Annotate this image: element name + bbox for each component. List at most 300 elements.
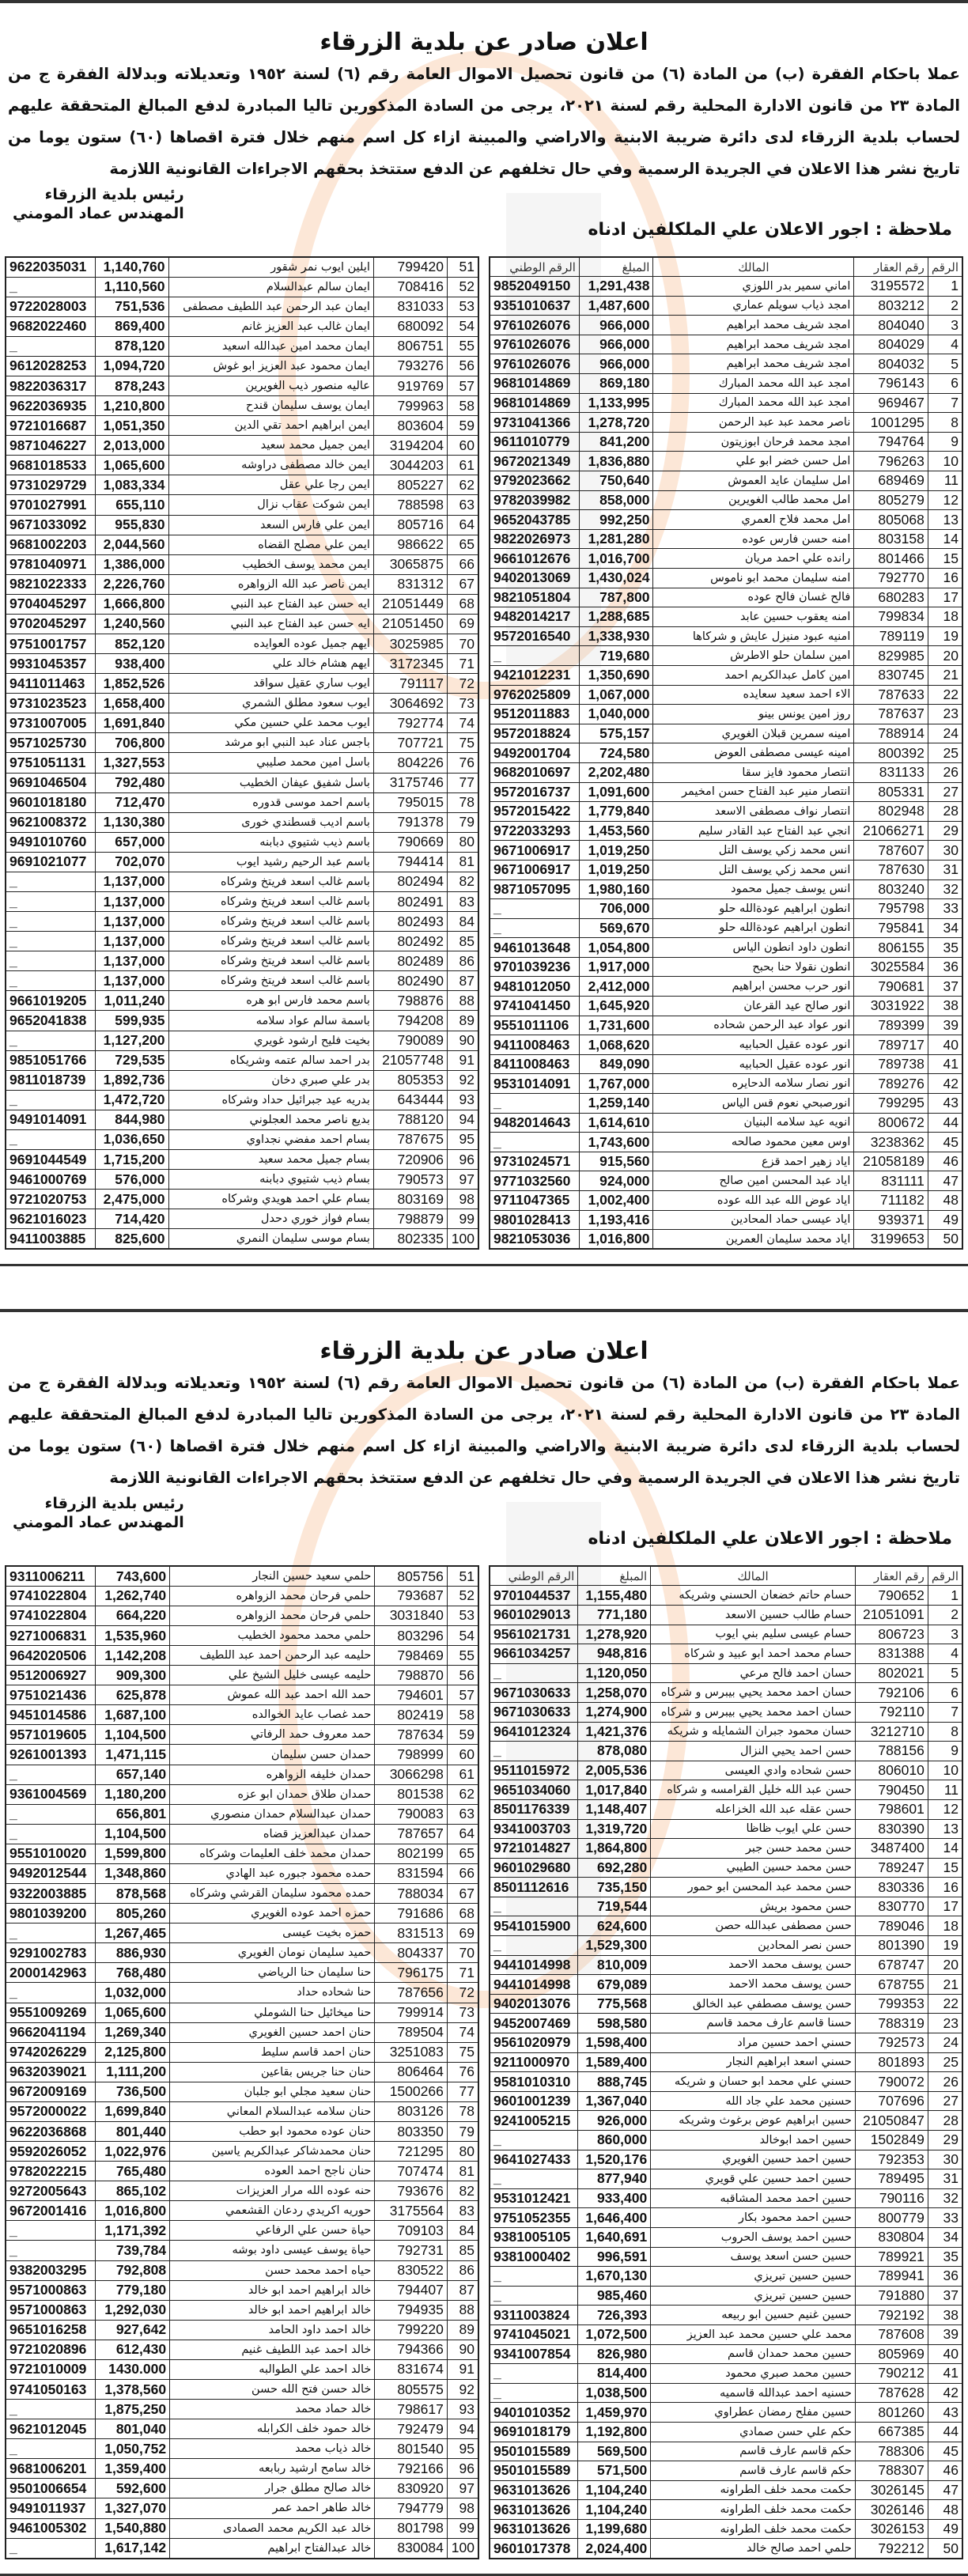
national-id-cell: 9451014586	[6, 1705, 96, 1725]
property-number-cell: 3031840	[375, 1606, 447, 1625]
property-number-cell: 787607	[854, 841, 928, 861]
property-number-cell: 794779	[375, 2498, 447, 2518]
row-number-cell: 64	[447, 1824, 478, 1844]
row-number-cell: 40	[928, 2344, 962, 2364]
national-id-cell: 9322003885	[6, 1884, 96, 1904]
amount-cell: 1,350,690	[579, 665, 652, 685]
table-row	[490, 2500, 962, 2520]
table-row	[6, 2320, 478, 2340]
table-row	[6, 495, 478, 515]
row-number-cell: 42	[928, 1074, 962, 1094]
owner-name-cell: ايمن ابراهيم احمد تقي الدين	[168, 416, 373, 436]
row-number-cell: 70	[447, 634, 478, 653]
property-number-cell: 791880	[855, 2286, 928, 2306]
owner-name-cell: امنه حسن فارس عوده	[653, 529, 854, 549]
property-number-cell: 3251083	[375, 2042, 447, 2062]
amount-cell: 598,580	[578, 2014, 651, 2033]
property-number-cell: 707696	[855, 2091, 928, 2111]
property-number-cell: 790083	[375, 1804, 447, 1824]
signature	[13, 185, 184, 223]
property-number-cell: 792770	[854, 569, 928, 588]
table-row	[6, 574, 478, 594]
national-id-cell: 9241005215	[490, 2111, 578, 2131]
national-id-cell: 9671030633	[490, 1683, 578, 1703]
national-id-cell: 9601018180	[6, 792, 95, 812]
property-number-cell: 787608	[855, 2324, 928, 2344]
row-number-cell: 76	[447, 2062, 478, 2082]
national-id-cell: 9571000863	[6, 2300, 96, 2320]
property-number-cell: 830336	[855, 1878, 928, 1897]
national-id-cell: _	[6, 1983, 96, 2003]
row-number-cell: 10	[928, 1761, 962, 1780]
property-number-cell: 831674	[375, 2359, 447, 2379]
owner-name-cell: ايهم جميل عوده العوايده	[168, 634, 373, 653]
table-row	[490, 802, 962, 822]
amount-cell: 706,000	[579, 899, 652, 919]
amount-cell: 1,453,560	[579, 821, 652, 841]
national-id-cell: 9642020506	[6, 1646, 96, 1666]
property-number-cell: 680092	[373, 316, 447, 336]
owner-name-cell: خالد حماد محمد	[170, 2400, 375, 2419]
row-number-cell: 62	[447, 1784, 478, 1804]
announcement-body: عملا باحكام الفقرة (ب) من المادة (٦) من قانون تحصيل الاموال العامة رقم (٦) لسنة ١٩٥٢ وتعديلاته وبدلالة الفقرة ج من المادة ٢٣ من قانون الادارة المحلية رقم لسنة ٢٠٢١، يرجى من السادة المذكورين تاليا المبادرة لدفع المبالغ المتحققة عليهم لحساب بلدية الزرقاء لدى دائرة ضريبة الابنية والاراضي والمبينة ازاء كل اسم منهم خلال فترة اقصاها (٦٠) ستون يوما من تاريخ نشر هذا الاعلان في الجريدة الرسمية وفي حال تخلفهم عن الدفع ستتخذ بحقهم الاجراءات القانونية اللازمة	[8, 65, 960, 178]
amount-cell: 1,038,500	[578, 2383, 651, 2403]
amount-cell: 1,094,720	[95, 356, 168, 376]
amount-cell: 1,640,691	[578, 2227, 651, 2247]
national-id-cell: _	[490, 1663, 578, 1683]
amount-cell: 1,067,000	[579, 685, 652, 705]
property-number-cell: 796175	[375, 1963, 447, 1983]
amount-cell: 1,430,024	[579, 569, 652, 588]
property-number-cell: 801390	[855, 1936, 928, 1956]
amount-cell: 865,102	[96, 2181, 170, 2201]
property-number-cell: 3064692	[373, 694, 447, 713]
owner-name-cell: ايلين ايوب نمر شقور	[168, 257, 373, 277]
national-id-cell: 9821051804	[490, 588, 579, 607]
amount-cell: 1,065,600	[95, 456, 168, 475]
amount-cell: 1,130,380	[95, 812, 168, 832]
property-number-cell: 831513	[375, 1923, 447, 1943]
property-number-cell: 795015	[373, 792, 447, 812]
row-number-cell: 18	[928, 1916, 962, 1936]
national-id-cell: 9801039200	[6, 1904, 96, 1923]
table-row	[6, 1685, 478, 1705]
owner-name-cell: باسم احمد موسى قدوره	[168, 792, 373, 812]
announcement-block	[0, 0, 968, 1266]
col-header-amount: المبلغ	[579, 257, 652, 277]
amount-cell: 1,421,376	[578, 1722, 651, 1742]
property-number-cell: 792166	[375, 2459, 447, 2479]
table-row	[490, 1230, 962, 1250]
national-id-cell: _	[6, 951, 95, 971]
amount-cell: 771,180	[578, 1605, 651, 1625]
national-id-cell: 9672009169	[6, 2082, 96, 2101]
amount-cell: 1,054,800	[579, 938, 652, 958]
owner-name-cell: باسم غالب اسعد فريتخ وشركاه	[168, 971, 373, 991]
property-number-cell: 804040	[854, 316, 928, 335]
row-number-cell: 31	[928, 2169, 962, 2189]
property-number-cell: 790669	[373, 832, 447, 852]
property-number-cell: 792353	[855, 2150, 928, 2169]
property-number-cell: 787637	[854, 705, 928, 724]
national-id-cell: 9401010352	[490, 2403, 578, 2423]
owner-name-cell: حكمت محمد خلف الطراونه	[651, 2480, 856, 2500]
row-number-cell: 23	[928, 2014, 962, 2033]
national-id-cell: 9751051131	[6, 753, 95, 773]
owners-table-right	[489, 1565, 963, 2559]
amount-cell: 869,400	[95, 316, 168, 336]
owner-name-cell: امجد ذياب سويلم عماري	[653, 296, 854, 316]
property-number-cell: 3044203	[373, 456, 447, 475]
national-id-cell: _	[6, 1031, 95, 1050]
row-number-cell: 78	[447, 792, 478, 812]
property-number-cell: 21057748	[373, 1050, 447, 1070]
table-row	[6, 2379, 478, 2399]
national-id-cell: 9361004569	[6, 1784, 96, 1804]
row-number-cell: 43	[928, 1094, 962, 1114]
table-row	[490, 1133, 962, 1152]
table-row	[6, 2419, 478, 2439]
announcement-block	[0, 1309, 968, 2575]
row-number-cell: 80	[447, 2142, 478, 2162]
property-number-cell: 801798	[375, 2518, 447, 2538]
amount-cell: 955,830	[95, 515, 168, 535]
property-number-cell: 804337	[375, 1943, 447, 1963]
owner-name-cell: حسان احمد فالح مرعي	[651, 1663, 856, 1683]
property-number-cell: 806155	[854, 938, 928, 958]
owner-name-cell: حسين محمد حمدان قاسم	[651, 2344, 856, 2364]
table-row	[6, 733, 478, 753]
national-id-cell: 9742026229	[6, 2042, 96, 2062]
amount-cell: 933,400	[578, 2188, 651, 2208]
amount-cell: 736,500	[96, 2082, 170, 2101]
table-row	[490, 2072, 962, 2092]
amount-cell: 1,258,070	[578, 1683, 651, 1703]
table-row	[490, 296, 962, 316]
row-number-cell: 57	[447, 376, 478, 395]
owner-name-cell: بسام علي احمد هويدي وشركاه	[168, 1190, 373, 1209]
row-number-cell: 94	[447, 1110, 478, 1129]
owner-name-cell: حمدان خليفه الزواهره	[170, 1765, 375, 1784]
property-number-cell: 804029	[854, 335, 928, 354]
amount-cell: 1,670,130	[578, 2267, 651, 2287]
table-row	[490, 1016, 962, 1035]
property-number-cell: 678755	[855, 1975, 928, 1995]
national-id-cell: 9741050163	[6, 2379, 96, 2399]
property-number-cell: 803126	[375, 2101, 447, 2121]
amount-cell: 599,935	[95, 1011, 168, 1031]
table-row	[6, 2121, 478, 2141]
property-number-cell: 789941	[855, 2267, 928, 2287]
owner-name-cell: ايمان سالم عبدالسلام	[168, 277, 373, 297]
owner-name-cell: اياد محمد سليمان العمرين	[653, 1230, 854, 1250]
property-number-cell: 3026145	[855, 2480, 928, 2500]
property-number-cell: 689469	[854, 471, 928, 491]
property-number-cell: 643444	[373, 1090, 447, 1110]
row-number-cell: 31	[928, 860, 962, 879]
amount-cell: 1,104,240	[578, 2480, 651, 2500]
table-row	[490, 2052, 962, 2072]
national-id-cell: 9682010697	[490, 762, 579, 782]
owner-name-cell: حمزه احمد عوده الغويري	[170, 1904, 375, 1923]
table-row	[6, 1190, 478, 1209]
amount-cell: 1,111,200	[96, 2062, 170, 2082]
row-number-cell: 16	[928, 1878, 962, 1897]
owner-name-cell: انطون نقولا حنا بحبح	[653, 957, 854, 977]
owner-name-cell: بخيت فليح ارشود غويري	[168, 1031, 373, 1050]
national-id-cell: 9681018533	[6, 456, 95, 475]
table-row	[6, 634, 478, 653]
owner-name-cell: ايمن علي فارس السعد	[168, 515, 373, 535]
national-id-cell: 9741022804	[6, 1586, 96, 1606]
amount-cell: 1,192,800	[578, 2422, 651, 2442]
amount-cell: 1,137,000	[95, 932, 168, 951]
table-row	[490, 1761, 962, 1780]
row-number-cell: 78	[447, 2101, 478, 2121]
owner-name-cell: امنه سليمان محمد ابو ناموس	[653, 569, 854, 588]
table-row	[490, 1936, 962, 1956]
national-id-cell: 9801028413	[490, 1210, 579, 1230]
owner-name-cell: ايه حسن عبد الفتاح عبد النبي	[168, 614, 373, 634]
national-id-cell: 9761026076	[490, 335, 579, 354]
table-row	[490, 335, 962, 354]
table-row	[490, 2227, 962, 2247]
owner-name-cell: حكم علي حسن صمادي	[651, 2422, 856, 2442]
table-row	[6, 1090, 478, 1110]
table-row	[6, 1943, 478, 1963]
amount-cell: 1,378,560	[96, 2379, 170, 2399]
national-id-cell: 9771032560	[490, 1171, 579, 1191]
property-number-cell: 3194204	[373, 436, 447, 456]
table-row	[6, 535, 478, 554]
row-number-cell: 6	[928, 374, 962, 394]
table-row	[6, 832, 478, 852]
owners-table-left	[5, 1565, 479, 2559]
amount-cell: 1,327,070	[96, 2498, 170, 2518]
table-row	[6, 1904, 478, 1923]
property-number-cell: 805575	[375, 2379, 447, 2399]
owner-name-cell: حنان سلامه عبدالسلام المعاني	[170, 2101, 375, 2121]
national-id-cell: 9631013626	[490, 2480, 578, 2500]
table-row	[6, 2518, 478, 2538]
row-number-cell: 72	[447, 674, 478, 694]
national-id-cell: 9711047365	[490, 1191, 579, 1211]
table-row	[6, 1209, 478, 1229]
amount-cell: 1,472,720	[95, 1090, 168, 1110]
table-row	[490, 1839, 962, 1859]
announcement-title: اعلان صادر عن بلدية الزرقاء	[320, 28, 648, 56]
property-number-cell: 3031922	[854, 997, 928, 1016]
amount-cell: 1,259,140	[579, 1094, 652, 1114]
national-id-cell: 9681006201	[6, 2459, 96, 2479]
national-id-cell: 9691018179	[490, 2422, 578, 2442]
national-id-cell: 9601029680	[490, 1858, 578, 1878]
property-number-cell: 793687	[375, 1586, 447, 1606]
row-number-cell: 18	[928, 607, 962, 627]
table-row	[6, 1745, 478, 1765]
amount-cell: 927,642	[96, 2320, 170, 2340]
row-number-cell: 59	[447, 1725, 478, 1745]
property-number-cell: 801893	[855, 2052, 928, 2072]
table-row	[490, 646, 962, 666]
owner-name-cell: حسن عبد الله خليل القرامسه و شركاه	[651, 1780, 856, 1800]
owner-name-cell: محمد علي حسين محمد عبد العزيز	[651, 2324, 856, 2344]
amount-cell: 1,666,800	[95, 594, 168, 614]
national-id-cell: 9631013626	[490, 2500, 578, 2520]
owner-name-cell: رانده علي احمد مريان	[653, 549, 854, 569]
table-row	[490, 1858, 962, 1878]
national-id-cell: 9661034257	[490, 1644, 578, 1664]
property-number-cell: 803350	[375, 2121, 447, 2141]
property-number-cell: 802490	[373, 971, 447, 991]
row-number-cell: 3	[928, 1625, 962, 1644]
national-id-cell: _	[490, 646, 579, 666]
amount-cell: 1,137,000	[95, 892, 168, 912]
national-id-cell: 9501015589	[490, 2442, 578, 2461]
national-id-cell: 9501015589	[490, 2461, 578, 2481]
national-id-cell: 9681014869	[490, 393, 579, 413]
national-id-cell: 9512006927	[6, 1666, 96, 1685]
table-row	[6, 1110, 478, 1129]
national-id-cell: 8411008463	[490, 1054, 579, 1074]
amount-cell: 1,359,400	[96, 2459, 170, 2479]
table-row	[490, 1916, 962, 1936]
amount-cell: 966,000	[579, 354, 652, 374]
owner-name-cell: خالد احمد داود الحامد	[170, 2320, 375, 2340]
amount-cell: 576,000	[95, 1170, 168, 1190]
row-number-cell: 35	[928, 938, 962, 958]
property-number-cell: 800672	[854, 1113, 928, 1133]
row-number-cell: 3	[928, 316, 962, 335]
row-number-cell: 49	[928, 1210, 962, 1230]
signature-title: رئيس بلدية الزرقاء	[44, 1495, 184, 1513]
property-number-cell: 721295	[375, 2142, 447, 2162]
table-row	[490, 374, 962, 394]
amount-cell: 571,500	[578, 2461, 651, 2481]
table-row	[6, 713, 478, 733]
table-row	[490, 2324, 962, 2344]
amount-cell: 1,540,880	[96, 2518, 170, 2538]
row-number-cell: 11	[928, 1780, 962, 1800]
amount-cell: 792,808	[96, 2260, 170, 2280]
property-number-cell: 830084	[375, 2538, 447, 2558]
national-id-cell: 9762025809	[490, 685, 579, 705]
amount-cell: 1,142,208	[96, 1646, 170, 1666]
table-row	[6, 2300, 478, 2320]
property-number-cell: 798999	[375, 1745, 447, 1765]
national-id-cell: _	[490, 2383, 578, 2403]
amount-cell: 1,731,600	[579, 1016, 652, 1035]
row-number-cell: 16	[928, 569, 962, 588]
row-number-cell: 67	[447, 574, 478, 594]
row-number-cell: 100	[447, 1229, 478, 1249]
owner-name-cell: ايمان غالب عبد العزيز غانم	[168, 316, 373, 336]
amount-cell: 692,280	[578, 1858, 651, 1878]
table-row	[6, 356, 478, 376]
table-row	[490, 2267, 962, 2287]
owner-name-cell: ايوب سعود مطلق الشمري	[168, 694, 373, 713]
note-heading: ملاحظة : اجور الاعلان علي الملكلفين ادناه	[588, 220, 952, 240]
table-row	[6, 2082, 478, 2101]
row-number-cell: 36	[928, 2267, 962, 2287]
table-row	[6, 1626, 478, 1646]
owner-name-cell: حمده محمود سليمان القرشي وشركاه	[170, 1884, 375, 1904]
property-number-cell: 805716	[373, 515, 447, 535]
national-id-cell: 8501112616	[490, 1878, 578, 1897]
owner-name-cell: حمزه بخيت عيسى	[170, 1923, 375, 1943]
owner-name-cell: باجس عناد عبد النبي ابو مرشد	[168, 733, 373, 753]
owner-name-cell: حمدان طلاق حمدان ابو عزه	[170, 1784, 375, 1804]
table-row	[490, 2442, 962, 2461]
property-number-cell: 3172345	[373, 654, 447, 674]
row-number-cell: 64	[447, 515, 478, 535]
property-number-cell: 707721	[373, 733, 447, 753]
property-number-cell: 802491	[373, 892, 447, 912]
row-number-cell: 17	[928, 588, 962, 607]
amount-cell: 1,011,240	[95, 991, 168, 1011]
row-number-cell: 83	[447, 2201, 478, 2221]
row-number-cell: 25	[928, 2052, 962, 2072]
row-number-cell: 98	[447, 1190, 478, 1209]
owner-name-cell: باسم عبد الرحيم رشيد ايوب	[168, 852, 373, 872]
national-id-cell: 9651016258	[6, 2320, 96, 2340]
table-row	[490, 1605, 962, 1625]
row-number-cell: 21	[928, 1975, 962, 1995]
amount-cell: 1,002,400	[579, 1191, 652, 1211]
row-number-cell: 59	[447, 416, 478, 436]
national-id-cell: 9601001239	[490, 2091, 578, 2111]
amount-cell: 1,367,040	[578, 2091, 651, 2111]
national-id-cell: 9261001393	[6, 1745, 96, 1765]
national-id-cell: 9491010760	[6, 832, 95, 852]
col-header-national-id: الرقم الوطني	[490, 1566, 578, 1586]
owner-name-cell: حسن عقله عبد الله الخزاعله	[651, 1799, 856, 1819]
row-number-cell: 24	[928, 724, 962, 743]
table-row	[6, 1725, 478, 1745]
owner-name-cell: حكم قاسم عارف قاسم	[651, 2442, 856, 2461]
amount-cell: 877,940	[578, 2169, 651, 2189]
property-number-cell: 794764	[854, 432, 928, 452]
amount-cell: 2,005,536	[578, 1761, 651, 1780]
property-number-cell: 1001295	[854, 413, 928, 433]
national-id-cell: _	[490, 1897, 578, 1916]
property-number-cell: 3238362	[854, 1133, 928, 1152]
table-row	[490, 1702, 962, 1722]
property-number-cell: 789119	[854, 626, 928, 646]
amount-cell: 1,743,600	[579, 1133, 652, 1152]
property-number-cell: 939371	[854, 1210, 928, 1230]
owner-name-cell: امل حسن خضر ابو علي	[653, 452, 854, 471]
table-row	[490, 1780, 962, 1800]
owner-name-cell: بدر علي صبري دخان	[168, 1070, 373, 1090]
owner-name-cell: امجد عبد الله محمد المبارك	[653, 393, 854, 413]
table-row	[490, 860, 962, 879]
owner-name-cell: حميد سليمان نومان الغويري	[170, 1943, 375, 1963]
owner-name-cell: حمدان عبدالعزيز قضاه	[170, 1824, 375, 1844]
national-id-cell: _	[6, 1923, 96, 1943]
row-number-cell: 82	[447, 2181, 478, 2201]
property-number-cell: 830522	[375, 2260, 447, 2280]
row-number-cell: 20	[928, 646, 962, 666]
owner-name-cell: حمدان محمد خلف العليمات وشركاه	[170, 1844, 375, 1863]
amount-cell: 592,600	[96, 2479, 170, 2498]
amount-cell: 1,875,250	[96, 2400, 170, 2419]
amount-cell: 2,412,000	[579, 977, 652, 997]
row-number-cell: 1	[928, 1586, 962, 1606]
row-number-cell: 60	[447, 1745, 478, 1765]
announcement-body: عملا باحكام الفقرة (ب) من المادة (٦) من قانون تحصيل الاموال العامة رقم (٦) لسنة ١٩٥٢ وتعديلاته وبدلالة الفقرة ج من المادة ٢٣ من قانون الادارة المحلية رقم لسنة ٢٠٢١، يرجى من السادة المذكورين تاليا المبادرة لدفع المبالغ المتحققة عليهم لحساب بلدية الزرقاء لدى دائرة ضريبة الابنية والاراضي والمبينة ازاء كل اسم منهم خلال فترة اقصاها (٦٠) ستون يوما من تاريخ نشر هذا الاعلان في الجريدة الرسمية وفي حال تخلفهم عن الدفع ستتخذ بحقهم الاجراءات القانونية اللازمة	[8, 1374, 960, 1488]
table-row	[490, 1152, 962, 1171]
